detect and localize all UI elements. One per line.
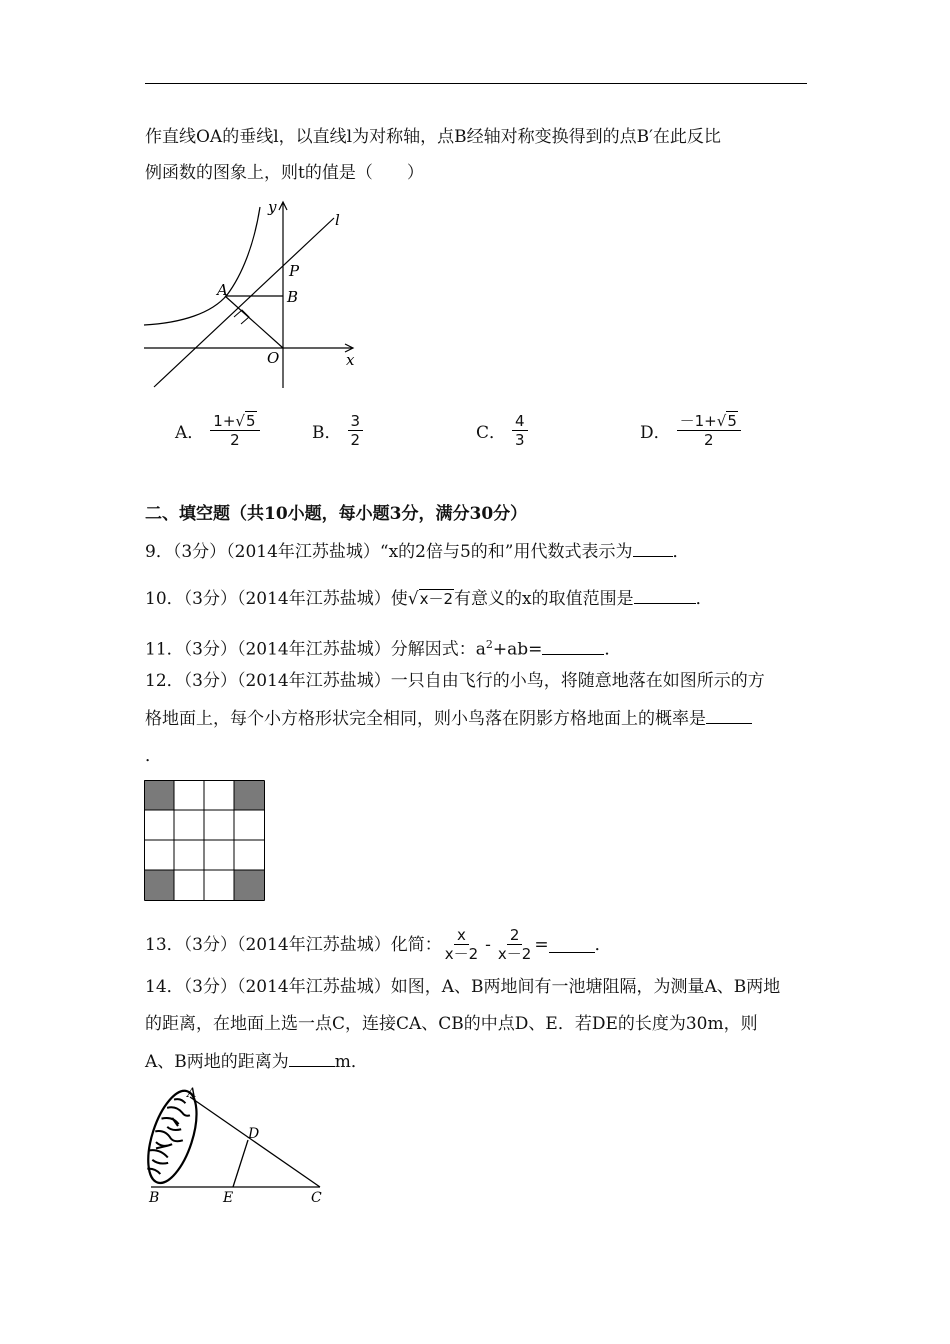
q11: 11．（3分）（2014年江苏盐城）分解因式：$a^2+ab=$ ． [145,638,622,660]
sqrt-symbol: √ [407,589,419,609]
q10-blank[interactable] [634,587,696,604]
option-c-label: C． [476,423,507,443]
q13: 13．（3分）（2014年江苏盐城）化简： $\frac{x}{x-2}$ - $\frac{2}{x-2}$ = ． [145,926,612,963]
label-E: E [223,1190,234,1206]
option-d-fraction: $\frac{-1+√5}{2}$ [677,412,741,449]
label-O: O [267,349,280,367]
q12-grid-figure [144,780,265,901]
q12-line2: 格地面上，每个小方格形状完全相同，则小鸟落在阴影方格地面上的概率是 [145,707,815,730]
option-b-label: B． [312,423,342,443]
q8-line1: 作直线OA的垂线l，以直线l为对称轴，点B经轴对称变换得到的点B′在此反比 [145,127,721,147]
q13-fraction-2: $\frac{2}{x-2}$ [497,926,532,963]
section-title: 二、填空题（共10小题，每小题3分，满分30分） [145,504,528,524]
q14-line2: 的距离，在地面上选一点C，连接CA、CB的中点D、E．若DE的长度为30m，则 [145,1014,758,1034]
header-rule [145,83,807,84]
option-c-fraction: $\frac{4}{3}$ [512,412,528,449]
q14-line3: A、B两地的距离为 m． [145,1052,368,1072]
label-D: D [248,1126,260,1142]
option-d[interactable] [640,412,741,449]
q14-blank[interactable] [289,1050,335,1067]
option-b-fraction: $\frac{3}{2}$ [348,412,364,449]
option-a-label: A． [175,423,205,443]
label-P: P [289,262,300,280]
label-B: B [287,288,299,306]
q13-blank[interactable] [549,936,595,953]
label-l: l [335,211,340,229]
label-A: A [217,281,228,299]
option-c[interactable] [476,412,528,449]
option-a[interactable] [175,412,260,449]
q11-blank[interactable] [542,638,604,655]
q14-line1: 14．（3分）（2014年江苏盐城）如图，A、B两地间有一池塘阻隔，为测量A、B两地 [145,977,781,997]
q9: 9．（3分）（2014年江苏盐城）“x的2倍与5的和”用代数式表示为 ． [145,542,690,562]
label-y: y [268,198,277,216]
q12-line1: 12．（3分）（2014年江苏盐城）一只自由飞行的小鸟，将随意地落在如图所示的方 [145,671,765,691]
q9-blank[interactable] [633,540,673,557]
option-d-label: D． [640,423,671,443]
q13-fraction-1: $\frac{x}{x-2}$ [444,926,479,963]
q12-blank[interactable] [706,707,752,724]
option-a-fraction: $\frac{1+√5}{2}$ [210,412,259,449]
q10: 10．（3分）（2014年江苏盐城）使√x－2有意义的x的取值范围是 ． [145,589,713,609]
label-A: A [187,1086,197,1101]
q8-figure [142,195,367,395]
q8-line2: 例函数的图象上，则t的值是（ ） [145,163,424,183]
label-B: B [149,1190,160,1206]
label-C: C [311,1190,322,1206]
q14-pond-figure [145,1085,330,1210]
label-x: x [346,351,355,369]
q12-line3: ． [145,746,162,766]
option-b[interactable] [312,412,363,449]
